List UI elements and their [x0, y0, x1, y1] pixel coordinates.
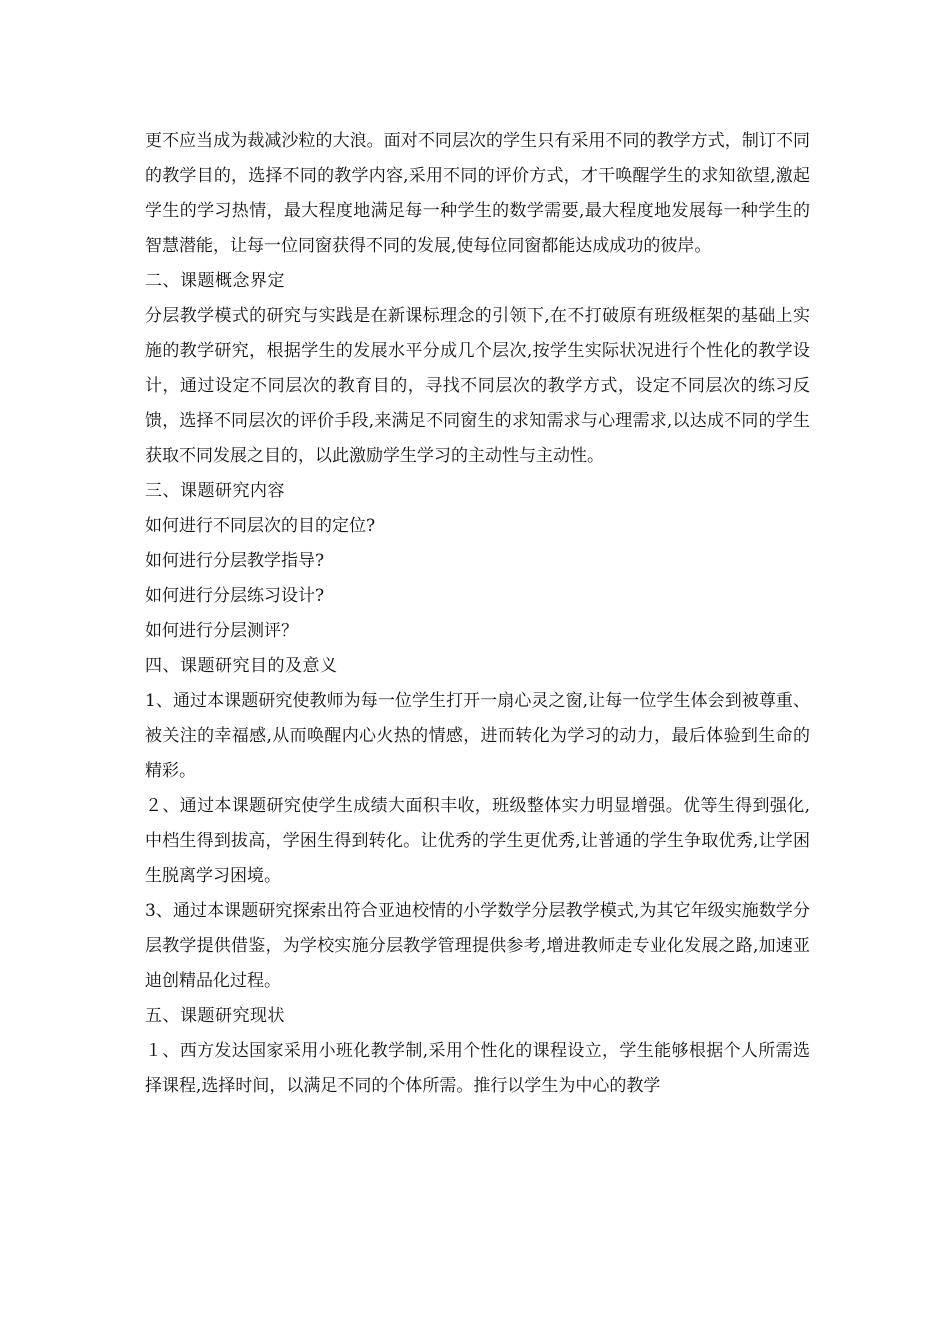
- status-item-1: １、西方发达国家采用小班化教学制,采用个性化的课程设立，学生能够根据个人所需选择课程,选择时间，以满足不同的个体所需。推行以学生为中心的教学: [145, 1041, 810, 1096]
- section-heading-status: 五、课题研究现状: [145, 1006, 285, 1026]
- purpose-item-3: 3、通过本课题研究探索出符合亚迪校情的小学数学分层教学模式,为其它年级实施数学分层教学提供借鉴，为学校实施分层教学管理提供参考,增进教师走专业化发展之路,加速亚迪创精品化过程。: [145, 901, 810, 991]
- research-question-3: 如何进行分层练习设计?: [145, 586, 325, 606]
- purpose-item-1: 1、通过本课题研究使教师为每一位学生打开一扇心灵之窗,让每一位学生体会到被尊重、被关注的幸福感,从而唤醒内心火热的情感，进而转化为学习的动力，最后体验到生命的精彩。: [145, 691, 810, 781]
- research-question-2: 如何进行分层教学指导?: [145, 551, 325, 571]
- paragraph-concept-definition: 分层教学模式的研究与实践是在新课标理念的引领下,在不打破原有班级框架的基础上实施的教学研究，根据学生的发展水平分成几个层次,按学生实际状况进行个性化的教学设计，通过设定不同层次的教育目的，寻找不同层次的教学方式，设定不同层次的练习反馈，选择不同层次的评价手段,来满足不同窗生的求知需求与心理需求,以达成不同的学生获取不同发展之目的，以此激励学生学习的主动性与主动性。: [145, 306, 810, 466]
- document-body: [145, 124, 810, 1104]
- section-heading-concept: 二、课题概念界定: [145, 271, 285, 291]
- section-heading-purpose: 四、课题研究目的及意义: [145, 656, 338, 676]
- section-heading-content: 三、课题研究内容: [145, 481, 285, 501]
- paragraph-intro-continuation: 更不应当成为裁减沙粒的大浪。面对不同层次的学生只有采用不同的教学方式，制订不同的教学目的，选择不同的教学内容,采用不同的评价方式，才干唤醒学生的求知欲望,激起学生的学习热情，最大程度地满足每一种学生的数学需要,最大程度地发展每一种学生的智慧潜能，让每一位同窗获得不同的发展,使每位同窗都能达成成功的彼岸。: [145, 131, 810, 256]
- research-question-1: 如何进行不同层次的目的定位?: [145, 516, 376, 536]
- research-question-4: 如何进行分层测评？: [145, 621, 298, 641]
- purpose-item-2: ２、通过本课题研究使学生成绩大面积丰收，班级整体实力明显增强。优等生得到强化,中档生得到拔高，学困生得到转化。让优秀的学生更优秀,让普通的学生争取优秀,让学困生脱离学习困境。: [145, 796, 810, 886]
